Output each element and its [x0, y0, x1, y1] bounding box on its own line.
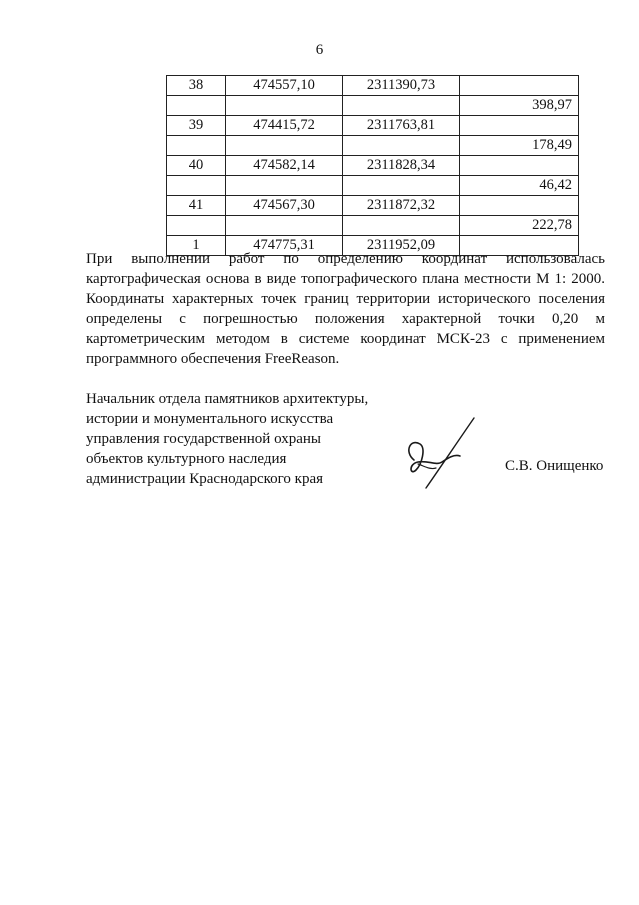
segment-length-cell: 398,97	[460, 96, 579, 116]
x-coordinate-cell: 474582,14	[226, 156, 343, 176]
page-number: 6	[315, 42, 324, 58]
table-row	[167, 196, 579, 216]
segment-length-cell	[460, 116, 579, 136]
table-row	[167, 176, 579, 196]
table-row	[167, 216, 579, 236]
point-number-cell: 40	[167, 156, 226, 176]
table-row	[167, 76, 579, 96]
table-row	[167, 96, 579, 116]
point-number-cell	[167, 216, 226, 236]
y-coordinate-cell: 2311763,81	[343, 116, 460, 136]
x-coordinate-cell: 474775,31	[226, 236, 343, 256]
segment-length-cell	[460, 196, 579, 216]
segment-length-cell	[460, 76, 579, 96]
position-line: Начальник отдела памятников архитектуры,	[86, 391, 369, 407]
position-line: истории и монументального искусства	[86, 411, 334, 427]
y-coordinate-cell: 2311828,34	[343, 156, 460, 176]
x-coordinate-cell	[226, 96, 343, 116]
table-row	[167, 136, 579, 156]
x-coordinate-cell	[226, 176, 343, 196]
segment-length-cell	[460, 156, 579, 176]
segment-length-cell: 178,49	[460, 136, 579, 156]
signatory-position	[86, 389, 368, 489]
point-number-cell: 39	[167, 116, 226, 136]
methodology-paragraph: При выполнении работ по определению координат использовалась картографическая основа в виде топографического плана местности М 1: 2000. Координаты характерных точек границ территории исторического поселения определены с погрешностью положения характерной точки 0,20 м картометрическим методом в системе координат МСК-23 с применением программного обеспечения FreeReason.	[86, 251, 605, 367]
segment-length-cell: 222,78	[460, 216, 579, 236]
signer-name: С.В. Онищенко	[505, 458, 604, 474]
x-coordinate-cell	[226, 136, 343, 156]
y-coordinate-cell	[343, 176, 460, 196]
y-coordinate-cell: 2311872,32	[343, 196, 460, 216]
point-number-cell	[167, 96, 226, 116]
position-line: управления государственной охраны	[86, 431, 321, 447]
y-coordinate-cell	[343, 136, 460, 156]
segment-length-cell: 46,42	[460, 176, 579, 196]
y-coordinate-cell: 2311390,73	[343, 76, 460, 96]
handwritten-signature-icon	[396, 414, 486, 494]
y-coordinate-cell: 2311952,09	[343, 236, 460, 256]
table-row	[167, 156, 579, 176]
position-line: объектов культурного наследия	[86, 451, 287, 467]
position-line: администрации Краснодарского края	[86, 471, 324, 487]
point-number-cell: 41	[167, 196, 226, 216]
x-coordinate-cell: 474567,30	[226, 196, 343, 216]
point-number-cell	[167, 176, 226, 196]
point-number-cell: 1	[167, 236, 226, 256]
point-number-cell: 38	[167, 76, 226, 96]
point-number-cell	[167, 136, 226, 156]
coordinates-table	[166, 75, 579, 256]
x-coordinate-cell: 474557,10	[226, 76, 343, 96]
y-coordinate-cell	[343, 216, 460, 236]
y-coordinate-cell	[343, 96, 460, 116]
table-row	[167, 116, 579, 136]
x-coordinate-cell	[226, 216, 343, 236]
x-coordinate-cell: 474415,72	[226, 116, 343, 136]
